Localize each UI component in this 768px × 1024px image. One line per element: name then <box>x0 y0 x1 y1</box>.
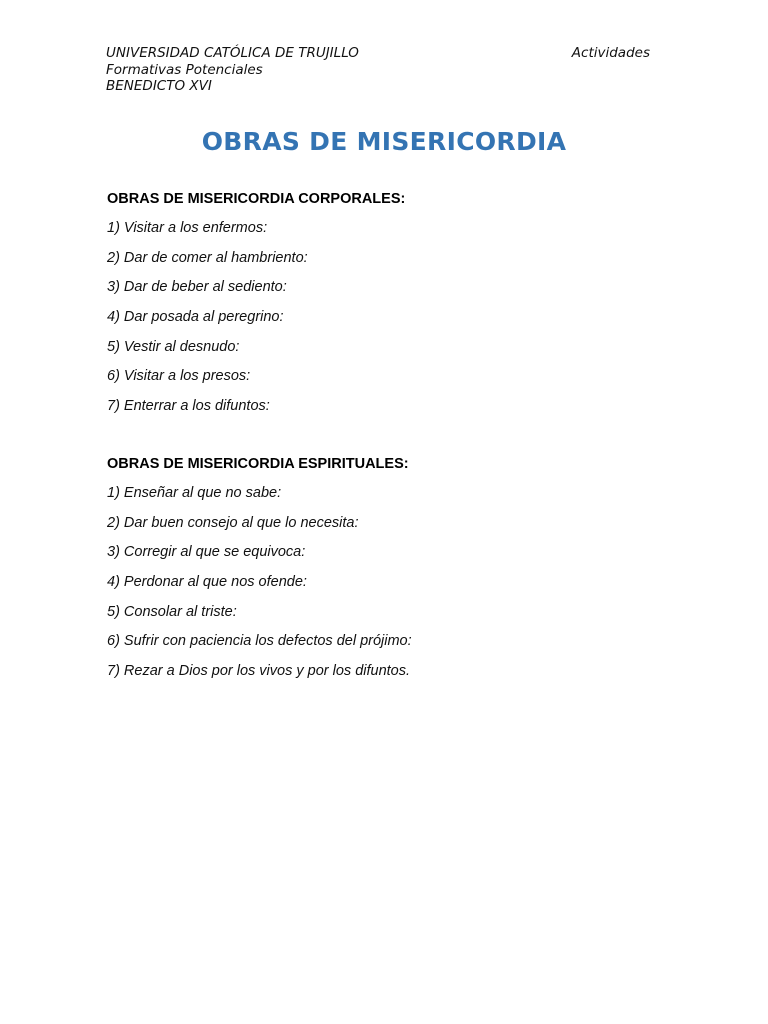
list-item: 5) Consolar al triste: <box>107 603 237 620</box>
list-item: 3) Dar de beber al sediento: <box>107 279 287 296</box>
section-corporales <box>107 190 667 420</box>
section-espirituales <box>107 455 667 685</box>
list-item: 4) Dar posada al peregrino: <box>107 309 284 326</box>
document-title: OBRAS DE MISERICORDIA <box>201 127 567 156</box>
page-header <box>106 45 650 95</box>
list-item: 1) Visitar a los enfermos: <box>107 220 268 236</box>
list-item: 7) Enterrar a los difuntos: <box>107 398 270 415</box>
section-heading: OBRAS DE MISERICORDIA ESPIRITUALES: <box>107 456 409 472</box>
list-item: 3) Corregir al que se equivoca: <box>107 544 306 561</box>
list-item: 4) Perdonar al que nos ofende: <box>107 574 307 591</box>
list-item: 7) Rezar a Dios por los vivos y por los difuntos. <box>107 663 411 680</box>
header-subtitle-2: BENEDICTO XVI <box>106 78 212 94</box>
list-item: 1) Enseñar al que no sabe: <box>107 485 282 501</box>
list-item: 5) Vestir al desnudo: <box>107 338 240 355</box>
header-subtitle: Formativas Potenciales <box>106 61 263 78</box>
list-item: 6) Visitar a los presos: <box>107 368 251 385</box>
list-item: 2) Dar buen consejo al que lo necesita: <box>107 514 359 531</box>
section-heading: OBRAS DE MISERICORDIA CORPORALES: <box>107 191 406 207</box>
list-item: 2) Dar de comer al hambriento: <box>107 249 308 266</box>
list-item: 6) Sufrir con paciencia los defectos del prójimo: <box>107 633 412 650</box>
header-activities: Actividades <box>571 45 650 61</box>
header-institution: UNIVERSIDAD CATÓLICA DE TRUJILLO <box>106 45 359 61</box>
